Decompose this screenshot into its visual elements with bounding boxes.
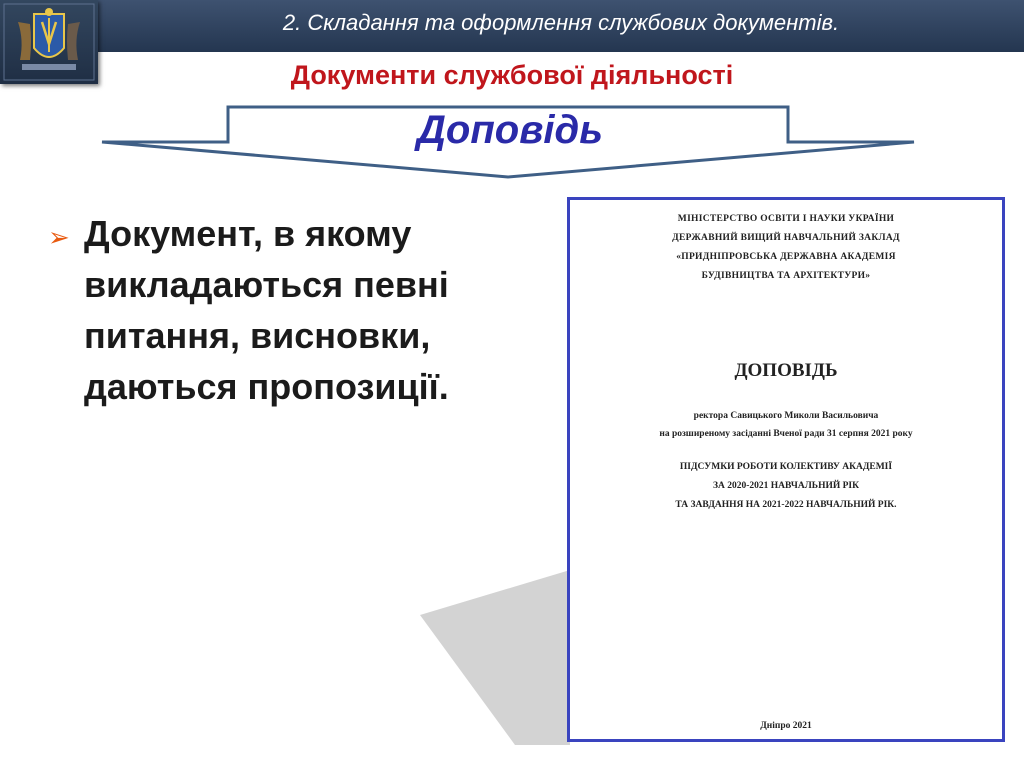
- banner-title: Доповідь: [417, 108, 603, 152]
- org-line: «ПРИДНІПРОВСЬКА ДЕРЖАВНА АКАДЕМІЯ: [676, 252, 896, 262]
- document-meta: [570, 407, 1002, 443]
- results-line: ПІДСУМКИ РОБОТИ КОЛЕКТИВУ АКАДЕМІЇ: [679, 462, 893, 472]
- org-line: БУДІВНИЦТВА ТА АРХІТЕКТУРИ»: [701, 271, 871, 281]
- section-subtitle: Документи службової діяльності: [290, 60, 734, 90]
- header-title: 2. Складання та оформлення службових документів.: [282, 10, 840, 35]
- document-results: [570, 458, 1002, 515]
- org-line: МІНІСТЕРСТВО ОСВІТИ І НАУКИ УКРАЇНИ: [677, 214, 895, 224]
- results-line: ЗА 2020-2021 НАВЧАЛЬНИЙ РІК: [712, 481, 860, 491]
- document-org-header: [570, 210, 1002, 286]
- document-preview: [567, 197, 1005, 742]
- bullet-text: Документ, в якому викладаються певні питання, висновки, даються пропозиції.: [84, 213, 449, 407]
- document-city-year: Дніпро 2021: [760, 721, 812, 731]
- results-line: ТА ЗАВДАННЯ НА 2021-2022 НАВЧАЛЬНИЙ РІК.: [675, 500, 897, 510]
- meta-line: ректора Савицького Миколи Васильовича: [693, 411, 879, 421]
- document-title: ДОПОВІДЬ: [734, 360, 838, 381]
- document-shadow: [420, 570, 580, 750]
- header-bar: [98, 0, 1024, 52]
- meta-line: на розширеному засіданні Вченої ради 31 серпня 2021 року: [659, 429, 913, 439]
- org-line: ДЕРЖАВНИЙ ВИЩИЙ НАВЧАЛЬНИЙ ЗАКЛАД: [672, 233, 900, 243]
- arrow-bullet-icon: ➢: [48, 222, 70, 252]
